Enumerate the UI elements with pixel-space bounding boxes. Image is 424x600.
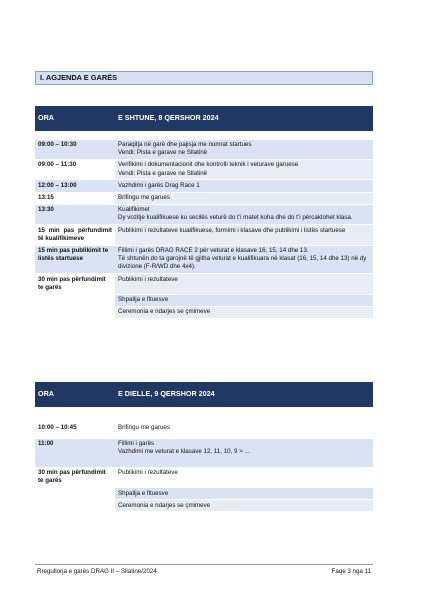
activity-line: Fillimi i garës DRAG RACE 2 për veturat e klasave 16, 15, 14 dhe 13. [118,247,309,255]
row-time [35,294,115,306]
footer-page-number: Faqe 3 nga 11 [331,568,371,575]
column-time-header: ORA [35,106,115,131]
activity-line: Ceremonia e ndarjes se çmimeve [118,501,211,509]
activity-line: Publikimi i rezultateve kualifikuese, formimi i klasave dhe publikimi i listës startuese [118,226,346,234]
row-activity [115,204,373,224]
row-time [35,488,115,500]
row-activity [115,500,373,512]
activity-line: Shpallja e fituesve [118,296,169,304]
section-title: I. AGJENDA E GARËS [35,71,373,85]
activity-line: Kualifikimet [118,206,150,214]
activity-line: Të shtunën do ta garojnë të gjitha veturat e kualifikuara në klasat (16, 15, 14 dhe 13) në dy divizione (F-R/WD dhe 4x4). [118,255,367,271]
row-time: 10:00 – 10:45 [35,419,115,438]
row-time: 13:30 [35,204,115,224]
page-footer [35,564,373,578]
row-activity [115,245,373,274]
table-row [35,180,373,192]
table-row [35,274,373,294]
activity-line: Vazhdimi i garës Drag Race 1 [118,181,200,189]
activity-line: Publikimi i rezultateve [118,469,178,477]
activity-line: Verifikimi i dokumentacionit dhe kontrolli teknik i veturave garuese [118,161,299,169]
row-time: 12:00 – 13:00 [35,180,115,192]
agenda-table-saturday [35,106,373,318]
row-time: 30 min pas përfundimit te garës [35,274,115,294]
row-time: 09:00 – 11:30 [35,159,115,179]
footer-document-title: Rregullorja e garës DRAG II – Sllatine/2024 [37,568,157,575]
table-row [35,245,373,274]
table-row [35,225,373,245]
row-activity [115,225,373,245]
agenda-table-sunday [35,382,373,511]
row-activity [115,306,373,318]
row-time [35,306,115,318]
day-title: E SHTUNE, 8 QERSHOR 2024 [115,106,373,131]
table-row [35,467,373,487]
row-activity [115,294,373,306]
table-row [35,139,373,159]
row-activity [115,467,373,487]
table-row [35,500,373,512]
activity-line: Publikimi i rezultateve [118,275,178,283]
table-row [35,192,373,204]
row-time: 09:00 – 10:30 [35,139,115,159]
row-activity [115,438,373,467]
row-activity [115,419,373,438]
table-header [35,106,373,131]
table-row [35,419,373,438]
row-activity [115,180,373,192]
activity-line: Brifingu me garues [118,194,170,202]
activity-line: Vendi: Pista e garave ne Sllatinë [118,169,208,177]
column-time-header: ORA [35,382,115,407]
row-time: 11:00 [35,438,115,467]
table-row [35,306,373,318]
table-header [35,382,373,407]
activity-line: Dy vozitje kualifikuese ku secilës veturë do t’i matet koha dhe do t’i përcaktohet klasa. [118,214,353,222]
row-activity [115,139,373,159]
row-activity [115,159,373,179]
row-time [35,500,115,512]
activity-line: Paraqitja në garë dhe pajisja me numrat startues [118,141,252,148]
row-time: 15 min pas publikimit te listës startuese [35,245,115,274]
table-row [35,204,373,224]
table-row [35,438,373,467]
activity-line: Vendi: Pista e garave ne Sllatinë [118,149,208,157]
row-time: 15 min pas përfundimit të kualifikimeve [35,225,115,245]
activity-line: Ceremonia e ndarjes se çmimeve [118,308,211,316]
table-row [35,488,373,500]
row-activity [115,192,373,204]
table-row [35,294,373,306]
activity-line: Vazhdimi me veturat e klasave 12, 11, 10, 9 > ... [118,448,250,456]
row-time: 13:15 [35,192,115,204]
activity-line: Fillimi i garës [118,440,155,448]
table-row [35,159,373,179]
row-activity [115,274,373,294]
day-title: E DIELLE, 9 QERSHOR 2024 [115,382,373,407]
row-activity [115,488,373,500]
activity-line: Shpallja e fituesve [118,489,169,497]
row-time: 30 min pas përfundimit te garës [35,467,115,487]
activity-line: Brifingu me garues [118,423,170,431]
